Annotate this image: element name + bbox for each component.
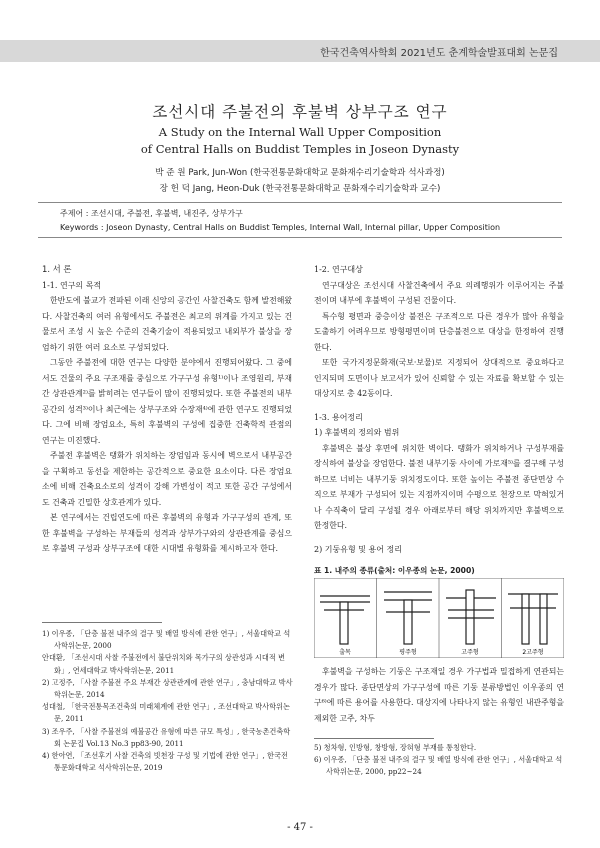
footnotes-left (42, 628, 294, 774)
paragraph: 주불전 후불벽은 탱화가 위치하는 장엄임과 동시에 벽으로서 내부공간을 구획하고 동선을 제한하는 공간적으로 중요한 요소이다. 다른 장엄요소에 비해 건축요소로의 성격이 강해 가변성이 적고 또한 공간 구성에서도 건축과 긴밀한 상호관계가 있다. (42, 451, 292, 507)
pillar-diagram-1 (320, 596, 370, 644)
running-header: 한국건축역사학회 2021년도 춘계학술발표대회 논문집 (320, 48, 558, 59)
table-caption: 표 1. 내주의 종류(출처: 이우종의 논문, 2000) (314, 566, 475, 575)
footnotes-right (314, 742, 566, 779)
figure-label: 2고주형 (522, 649, 544, 656)
figure-label: 출목 (339, 649, 351, 656)
figure-label: 평주형 (399, 649, 417, 656)
footnote: 안대환, 「조선시대 사찰 주불전에서 불단위치와 목가구의 상관성과 시대적 변화」, 연세대학교 박사학위논문, 2011 (42, 653, 285, 675)
page-number: - 47 - (287, 822, 313, 833)
title-english-line1: A Study on the Internal Wall Upper Composition (158, 125, 442, 139)
subsection-heading: 1-2. 연구대상 (314, 265, 363, 274)
paragraph: 또한 국가지정문화재(국보·보물)로 지정되어 상대적으로 중요하다고 인지되며 도면이나 보고서가 있어 신뢰할 수 있는 자료를 확보할 수 있는 대상지로 총 42동이다. (314, 358, 564, 398)
paragraph: 후불벽은 불상 후면에 위치한 벽이다. 탱화가 위치하거나 구성부재를 장식하여 불상을 장엄한다. 불전 내부기둥 사이에 가로재⁵⁾를 결구해 구성하므로 너비는 내부기둥 위치정도이다. 또한 높이는 주불전 종단면상 수직으로 부재가 구성되어 있는 지점까지이며 수평으로 천장으로 막혀있거나 수직축이 달리 구성될 경우 아래로부터 해당 위치까지만 후불벽으로 한정한다. (314, 443, 564, 530)
right-column (314, 262, 564, 557)
pillar-diagram-4 (508, 594, 558, 644)
title-english-line2: of Central Halls on Buddist Temples in Joseon Dynasty (140, 142, 460, 156)
subsection-heading: 1-1. 연구의 목적 (42, 280, 102, 290)
footnote-rule (42, 622, 162, 623)
pillar-diagram-2 (384, 592, 432, 644)
sub-subsection-heading: 2) 기둥유형 및 용어 정리 (314, 544, 402, 554)
paragraph: 연구대상은 조선시대 사찰건축에서 주요 의례행위가 이루어지는 주불전이며 내부에 후불벽이 구성된 건물이다. (314, 280, 564, 305)
footnote: 1) 이우종, 「단층 불전 내주의 결구 및 배열 방식에 관한 연구」, 서울대학교 석사학위논문, 2000 (42, 629, 291, 651)
section-heading: 1. 서 론 (42, 264, 72, 274)
paragraph: 특수형 평면과 중층이상 불전은 구조적으로 다른 경우가 많아 유형을 도출하기 어려우므로 방형평면이며 단층불전으로 대상을 한정하여 진행한다. (314, 311, 564, 352)
footnote: 3) 조우주, 「사찰 주불전의 예불공간 유형에 따른 규모 특성」, 한국농촌건축학회 논문집 Vol.13 No.3 pp83-90, 2011 (42, 726, 291, 748)
keywords-korean: 주제어 : 조선시대, 주불전, 후불벽, 내진주, 상부가구 (60, 209, 243, 218)
subsection-heading: 1-3. 용어정리 (314, 412, 363, 422)
pillar-diagram-3 (446, 590, 496, 644)
footnote: 5) 청차형, 인방형, 창방형, 장혀형 부재를 통칭한다. (314, 743, 477, 752)
pillar-type-figure (314, 578, 564, 658)
footnote: 2) 고정주, 「사찰 주불전 주요 부재간 상관관계에 관한 연구」, 충남대학교 박사학위논문, 2014 (42, 677, 293, 700)
author-2: 장 헌 덕 Jang, Heon-Duk (한국전통문화대학교 문화재수리기술학과 교수) (159, 184, 441, 194)
paragraph: 한반도에 불교가 전파된 이래 신앙의 공간인 사찰건축도 함께 발전해왔다. 사찰건축의 여러 유형에서도 주불전은 최고의 위계를 가지고 있는 건물로서 조성 시 높은 수준의 건축기술이 적용되었고 내외부가 불상을 장엄하기 위한 여러 요소로 구성되었다. (42, 296, 292, 352)
sub-subsection-heading: 1) 후불벽의 정의와 범위 (314, 428, 400, 437)
footnote: 성대철, 「한국전통목조건축의 미래체계에 관한 연구」, 조선대학교 박사학위논문, 2011 (42, 702, 290, 724)
paragraph: 후불벽을 구성하는 기둥은 구조재일 경우 가구법과 밀접하게 연관되는 경우가 많다. 종단면상의 가구구성에 따른 기둥 분류방법인 이우종의 연구⁶⁾에 따른 용어를 사용한다. 대상지에 나타나지 않는 유형인 내관주형을 제외한 고주, 차두 (314, 667, 564, 723)
paragraph: 그동안 주불전에 대한 연구는 다양한 분야에서 진행되어왔다. 그 중에서도 건물의 주요 구조재를 중심으로 가구구성 유형¹⁾이나 조영원리, 부재 간 상관관계²⁾를 밝히려는 연구들이 많이 진행되었다. 또한 주불전의 내부 공간의 성격³⁾이나 최근에는 상부구조와 수장재⁴⁾에 관한 연구도 진행되었다. 그에 비해 장엄요소, 특히 후불벽의 구성에 집중한 건축학적 관점의 연구는 미진했다. (42, 358, 292, 445)
paragraph: 본 연구에서는 건립연도에 따른 후불벽의 유형과 가구구성의 관계, 또한 후불벽을 구성하는 부재들의 성격과 상부가구와의 상관관계를 중심으로 후불벽 구성과 상부구조에 대한 시대별 유형화를 제시하고자 한다. (42, 513, 292, 553)
footnote-rule (314, 738, 434, 739)
title-korean: 조선시대 주불전의 후불벽 상부구조 연구 (152, 103, 448, 121)
keywords-english: Keywords : Joseon Dynasty, Central Halls on Buddist Temples, Internal Wall, Internal pillar, Upper Composition (60, 223, 501, 232)
figure-label: 고주형 (461, 649, 479, 656)
author-1: 박 준 원 Park, Jun-Won (한국전통문화대학교 문화재수리기술학과 석사과정) (155, 168, 445, 178)
keywords-box (38, 202, 562, 238)
right-column-continued (314, 664, 564, 726)
footnote: 4) 한아연, 「조선후기 사찰 건축의 빗천장 구성 및 기법에 관한 연구」, 한국전통문화대학교 석사학위논문, 2019 (42, 751, 288, 773)
left-column (42, 262, 292, 557)
footnote: 6) 이우종, 「단층 불전 내주의 결구 및 배열 방식에 관한 연구」, 서울대학교 석사학위논문, 2000, pp22~24 (314, 755, 563, 777)
